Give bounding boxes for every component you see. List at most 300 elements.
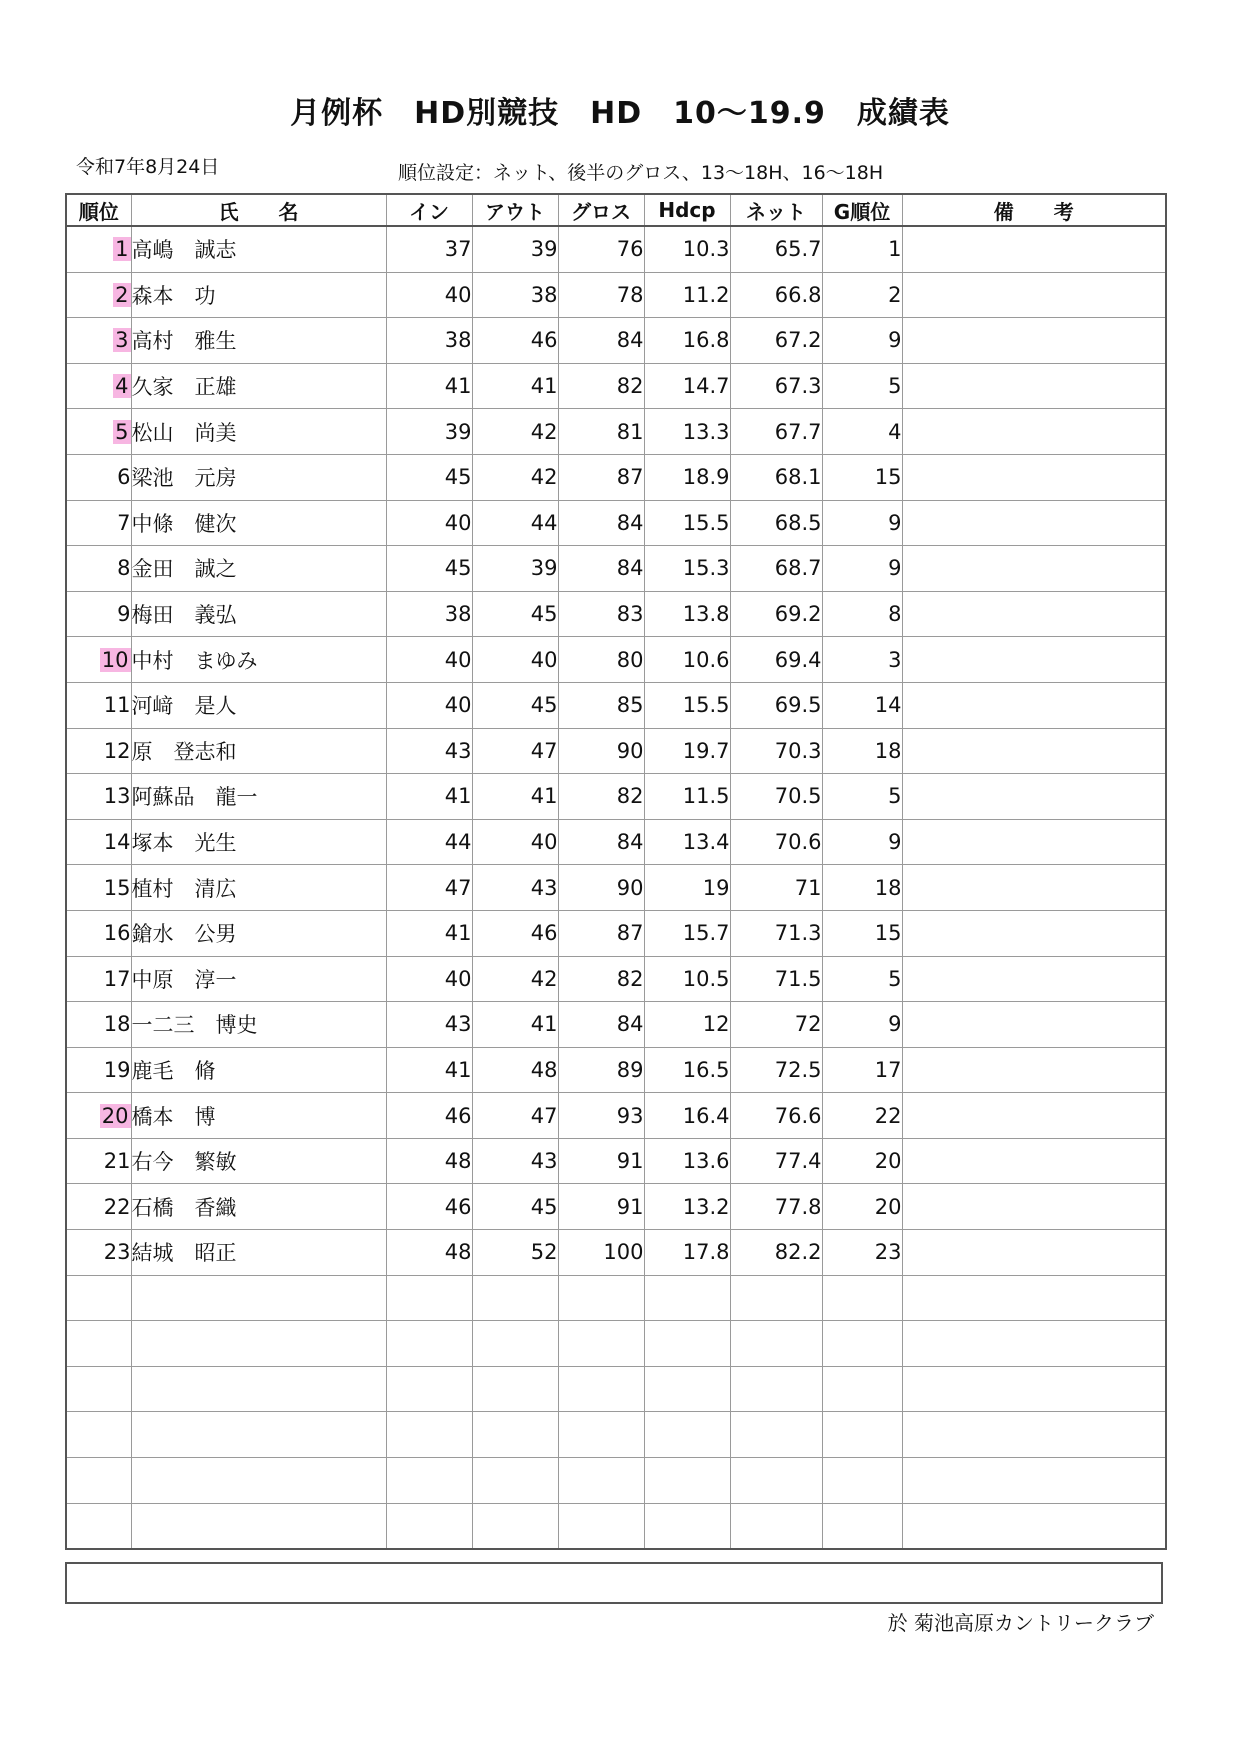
player-name: 中原 淳一 bbox=[131, 956, 386, 1002]
net-cell: 68.7 bbox=[730, 546, 822, 592]
g-rank-cell: 18 bbox=[822, 728, 902, 774]
gross-cell: 91 bbox=[558, 1184, 644, 1230]
rank-value: 17 bbox=[103, 966, 131, 991]
player-name: 金田 誠之 bbox=[131, 546, 386, 592]
hdcp-cell: 19 bbox=[644, 865, 730, 911]
empty-cell bbox=[386, 1503, 472, 1549]
net-cell: 76.6 bbox=[730, 1093, 822, 1139]
player-name: 原 登志和 bbox=[131, 728, 386, 774]
hdcp-cell: 13.4 bbox=[644, 819, 730, 865]
gross-cell: 87 bbox=[558, 454, 644, 500]
hdcp-cell: 15.5 bbox=[644, 682, 730, 728]
in-cell: 47 bbox=[386, 865, 472, 911]
hdcp-cell: 16.8 bbox=[644, 318, 730, 364]
in-cell: 44 bbox=[386, 819, 472, 865]
remarks-cell bbox=[902, 1184, 1166, 1230]
results-table bbox=[65, 193, 1167, 1550]
gross-cell: 82 bbox=[558, 774, 644, 820]
empty-cell bbox=[131, 1503, 386, 1549]
table-row bbox=[66, 1093, 1166, 1139]
out-cell: 45 bbox=[472, 1184, 558, 1230]
empty-cell bbox=[472, 1412, 558, 1458]
out-cell: 43 bbox=[472, 865, 558, 911]
empty-cell bbox=[730, 1321, 822, 1367]
date-label: 令和7年8月24日 bbox=[76, 156, 220, 178]
out-cell: 46 bbox=[472, 318, 558, 364]
venue-label: 於 菊池高原カントリークラブ bbox=[887, 1611, 1154, 1635]
remarks-cell bbox=[902, 637, 1166, 683]
table-row bbox=[66, 774, 1166, 820]
in-cell: 41 bbox=[386, 774, 472, 820]
g-rank-cell: 9 bbox=[822, 318, 902, 364]
empty-cell bbox=[730, 1366, 822, 1412]
empty-cell bbox=[822, 1366, 902, 1412]
g-rank-cell: 17 bbox=[822, 1047, 902, 1093]
empty-cell bbox=[66, 1321, 131, 1367]
empty-cell bbox=[644, 1366, 730, 1412]
rank-cell bbox=[66, 774, 131, 820]
empty-cell bbox=[558, 1275, 644, 1321]
player-name: 鹿毛 脩 bbox=[131, 1047, 386, 1093]
gross-cell: 81 bbox=[558, 409, 644, 455]
rank-value: 1 bbox=[115, 237, 129, 262]
g-rank-cell: 4 bbox=[822, 409, 902, 455]
empty-cell bbox=[558, 1321, 644, 1367]
empty-cell bbox=[902, 1275, 1166, 1321]
rank-value: 15 bbox=[103, 875, 131, 900]
gross-cell: 91 bbox=[558, 1138, 644, 1184]
out-cell: 47 bbox=[472, 728, 558, 774]
in-cell: 38 bbox=[386, 318, 472, 364]
gross-cell: 84 bbox=[558, 1002, 644, 1048]
player-name: 高嶋 誠志 bbox=[131, 226, 386, 272]
player-name: 一二三 博史 bbox=[131, 1002, 386, 1048]
player-name: 結城 昭正 bbox=[131, 1230, 386, 1276]
player-name: 石橋 香織 bbox=[131, 1184, 386, 1230]
remarks-cell bbox=[902, 409, 1166, 455]
empty-cell bbox=[558, 1366, 644, 1412]
net-cell: 72 bbox=[730, 1002, 822, 1048]
net-cell: 69.5 bbox=[730, 682, 822, 728]
table-row bbox=[66, 637, 1166, 683]
in-cell: 43 bbox=[386, 728, 472, 774]
rank-cell bbox=[66, 728, 131, 774]
gross-cell: 82 bbox=[558, 363, 644, 409]
empty-cell bbox=[386, 1458, 472, 1504]
empty-cell bbox=[822, 1275, 902, 1321]
net-cell: 67.3 bbox=[730, 363, 822, 409]
rank-cell bbox=[66, 819, 131, 865]
header-rank: 順位 bbox=[66, 194, 131, 226]
rank-cell bbox=[66, 910, 131, 956]
in-cell: 40 bbox=[386, 682, 472, 728]
header-gross: グロス bbox=[558, 194, 644, 226]
empty-cell bbox=[822, 1412, 902, 1458]
remarks-cell bbox=[902, 956, 1166, 1002]
in-cell: 45 bbox=[386, 454, 472, 500]
out-cell: 42 bbox=[472, 409, 558, 455]
rank-cell bbox=[66, 1093, 131, 1139]
out-cell: 43 bbox=[472, 1138, 558, 1184]
player-name: 松山 尚美 bbox=[131, 409, 386, 455]
remarks-cell bbox=[902, 774, 1166, 820]
out-cell: 44 bbox=[472, 500, 558, 546]
rank-cell bbox=[66, 865, 131, 911]
empty-cell bbox=[730, 1275, 822, 1321]
rank-value: 9 bbox=[117, 602, 131, 627]
hdcp-cell: 16.4 bbox=[644, 1093, 730, 1139]
player-name: 橋本 博 bbox=[131, 1093, 386, 1139]
table-row bbox=[66, 1047, 1166, 1093]
hdcp-cell: 10.3 bbox=[644, 226, 730, 272]
hdcp-cell: 13.6 bbox=[644, 1138, 730, 1184]
rank-value: 10 bbox=[101, 647, 129, 672]
net-cell: 67.2 bbox=[730, 318, 822, 364]
empty-row bbox=[66, 1366, 1166, 1412]
hdcp-cell: 10.6 bbox=[644, 637, 730, 683]
rank-value: 5 bbox=[115, 419, 129, 444]
empty-cell bbox=[902, 1458, 1166, 1504]
out-cell: 38 bbox=[472, 272, 558, 318]
rank-cell bbox=[66, 454, 131, 500]
hdcp-cell: 13.3 bbox=[644, 409, 730, 455]
table-row bbox=[66, 454, 1166, 500]
out-cell: 41 bbox=[472, 1002, 558, 1048]
empty-cell bbox=[558, 1412, 644, 1458]
empty-cell bbox=[386, 1412, 472, 1458]
net-cell: 71.3 bbox=[730, 910, 822, 956]
hdcp-cell: 11.5 bbox=[644, 774, 730, 820]
rank-cell bbox=[66, 1002, 131, 1048]
rank-cell bbox=[66, 500, 131, 546]
results-body bbox=[66, 226, 1166, 1549]
net-cell: 70.5 bbox=[730, 774, 822, 820]
rank-value: 19 bbox=[103, 1057, 131, 1082]
remarks-cell bbox=[902, 910, 1166, 956]
empty-cell bbox=[822, 1321, 902, 1367]
g-rank-cell: 9 bbox=[822, 819, 902, 865]
rank-cell bbox=[66, 363, 131, 409]
hdcp-cell: 11.2 bbox=[644, 272, 730, 318]
table-row bbox=[66, 682, 1166, 728]
remarks-cell bbox=[902, 865, 1166, 911]
table-row bbox=[66, 728, 1166, 774]
out-cell: 46 bbox=[472, 910, 558, 956]
remarks-cell bbox=[902, 1230, 1166, 1276]
empty-cell bbox=[472, 1503, 558, 1549]
rank-cell bbox=[66, 1230, 131, 1276]
rank-value: 4 bbox=[115, 374, 129, 399]
empty-cell bbox=[472, 1458, 558, 1504]
in-cell: 46 bbox=[386, 1093, 472, 1139]
net-cell: 69.4 bbox=[730, 637, 822, 683]
gross-cell: 84 bbox=[558, 500, 644, 546]
in-cell: 40 bbox=[386, 956, 472, 1002]
empty-cell bbox=[644, 1275, 730, 1321]
rank-value: 21 bbox=[103, 1149, 131, 1174]
gross-cell: 85 bbox=[558, 682, 644, 728]
g-rank-cell: 9 bbox=[822, 500, 902, 546]
net-cell: 70.6 bbox=[730, 819, 822, 865]
empty-cell bbox=[66, 1275, 131, 1321]
gross-cell: 90 bbox=[558, 728, 644, 774]
in-cell: 41 bbox=[386, 363, 472, 409]
net-cell: 68.5 bbox=[730, 500, 822, 546]
rank-cell bbox=[66, 1138, 131, 1184]
g-rank-cell: 5 bbox=[822, 774, 902, 820]
hdcp-cell: 14.7 bbox=[644, 363, 730, 409]
in-cell: 37 bbox=[386, 226, 472, 272]
remarks-cell bbox=[902, 819, 1166, 865]
page-title: 月例杯 HD別競技 HD 10～19.9 成績表 bbox=[290, 96, 950, 131]
rank-value: 20 bbox=[101, 1103, 129, 1128]
empty-cell bbox=[902, 1366, 1166, 1412]
player-name: 森本 功 bbox=[131, 272, 386, 318]
header-remarks: 備 考 bbox=[902, 194, 1166, 226]
empty-cell bbox=[902, 1321, 1166, 1367]
empty-row bbox=[66, 1275, 1166, 1321]
empty-cell bbox=[644, 1503, 730, 1549]
hdcp-cell: 16.5 bbox=[644, 1047, 730, 1093]
rank-cell bbox=[66, 637, 131, 683]
empty-row bbox=[66, 1458, 1166, 1504]
header-row bbox=[66, 194, 1166, 226]
empty-row bbox=[66, 1321, 1166, 1367]
ranking-rule-label: 順位設定：ネット、後半のグロス、13～18H、16～18H bbox=[398, 162, 884, 184]
rank-value: 22 bbox=[103, 1194, 131, 1219]
hdcp-cell: 10.5 bbox=[644, 956, 730, 1002]
in-cell: 38 bbox=[386, 591, 472, 637]
gross-cell: 80 bbox=[558, 637, 644, 683]
table-row bbox=[66, 226, 1166, 272]
net-cell: 65.7 bbox=[730, 226, 822, 272]
in-cell: 41 bbox=[386, 910, 472, 956]
hdcp-cell: 19.7 bbox=[644, 728, 730, 774]
empty-cell bbox=[730, 1503, 822, 1549]
net-cell: 77.8 bbox=[730, 1184, 822, 1230]
empty-cell bbox=[472, 1321, 558, 1367]
header-out: アウト bbox=[472, 194, 558, 226]
table-row bbox=[66, 363, 1166, 409]
g-rank-cell: 20 bbox=[822, 1184, 902, 1230]
gross-cell: 76 bbox=[558, 226, 644, 272]
g-rank-cell: 20 bbox=[822, 1138, 902, 1184]
in-cell: 45 bbox=[386, 546, 472, 592]
player-name: 久家 正雄 bbox=[131, 363, 386, 409]
rank-value: 12 bbox=[103, 738, 131, 763]
g-rank-cell: 15 bbox=[822, 454, 902, 500]
empty-cell bbox=[822, 1458, 902, 1504]
player-name: 梁池 元房 bbox=[131, 454, 386, 500]
gross-cell: 84 bbox=[558, 546, 644, 592]
empty-cell bbox=[730, 1412, 822, 1458]
player-name: 高村 雅生 bbox=[131, 318, 386, 364]
net-cell: 82.2 bbox=[730, 1230, 822, 1276]
remarks-cell bbox=[902, 454, 1166, 500]
table-row bbox=[66, 591, 1166, 637]
player-name: 梅田 義弘 bbox=[131, 591, 386, 637]
gross-cell: 90 bbox=[558, 865, 644, 911]
empty-row bbox=[66, 1412, 1166, 1458]
rank-value: 13 bbox=[103, 784, 131, 809]
player-name: 右今 繁敏 bbox=[131, 1138, 386, 1184]
rank-value: 6 bbox=[117, 465, 131, 490]
in-cell: 43 bbox=[386, 1002, 472, 1048]
net-cell: 71 bbox=[730, 865, 822, 911]
in-cell: 48 bbox=[386, 1138, 472, 1184]
empty-cell bbox=[131, 1458, 386, 1504]
in-cell: 40 bbox=[386, 500, 472, 546]
in-cell: 40 bbox=[386, 272, 472, 318]
gross-cell: 89 bbox=[558, 1047, 644, 1093]
table-row bbox=[66, 1002, 1166, 1048]
remarks-cell bbox=[902, 226, 1166, 272]
table-row bbox=[66, 819, 1166, 865]
header-name: 氏 名 bbox=[131, 194, 386, 226]
empty-cell bbox=[131, 1412, 386, 1458]
g-rank-cell: 14 bbox=[822, 682, 902, 728]
remarks-cell bbox=[902, 682, 1166, 728]
remarks-cell bbox=[902, 1047, 1166, 1093]
rank-cell bbox=[66, 591, 131, 637]
empty-cell bbox=[902, 1412, 1166, 1458]
empty-cell bbox=[644, 1412, 730, 1458]
rank-cell bbox=[66, 956, 131, 1002]
empty-cell bbox=[66, 1366, 131, 1412]
table-row bbox=[66, 500, 1166, 546]
player-name: 中條 健次 bbox=[131, 500, 386, 546]
rank-value: 7 bbox=[117, 510, 131, 535]
gross-cell: 87 bbox=[558, 910, 644, 956]
g-rank-cell: 1 bbox=[822, 226, 902, 272]
g-rank-cell: 9 bbox=[822, 546, 902, 592]
net-cell: 72.5 bbox=[730, 1047, 822, 1093]
g-rank-cell: 18 bbox=[822, 865, 902, 911]
net-cell: 70.3 bbox=[730, 728, 822, 774]
table-row bbox=[66, 1184, 1166, 1230]
empty-cell bbox=[822, 1503, 902, 1549]
out-cell: 47 bbox=[472, 1093, 558, 1139]
hdcp-cell: 15.3 bbox=[644, 546, 730, 592]
empty-cell bbox=[644, 1458, 730, 1504]
table-row bbox=[66, 409, 1166, 455]
empty-cell bbox=[66, 1503, 131, 1549]
table-row bbox=[66, 546, 1166, 592]
header-in: イン bbox=[386, 194, 472, 226]
g-rank-cell: 2 bbox=[822, 272, 902, 318]
empty-cell bbox=[472, 1275, 558, 1321]
gross-cell: 83 bbox=[558, 591, 644, 637]
table-row bbox=[66, 1230, 1166, 1276]
empty-cell bbox=[386, 1366, 472, 1412]
gross-cell: 82 bbox=[558, 956, 644, 1002]
g-rank-cell: 15 bbox=[822, 910, 902, 956]
out-cell: 42 bbox=[472, 956, 558, 1002]
empty-cell bbox=[66, 1412, 131, 1458]
remarks-box bbox=[65, 1562, 1163, 1604]
rank-cell bbox=[66, 546, 131, 592]
rank-value: 23 bbox=[103, 1240, 131, 1265]
g-rank-cell: 5 bbox=[822, 363, 902, 409]
rank-cell bbox=[66, 272, 131, 318]
header-hdcp: Hdcp bbox=[644, 194, 730, 226]
out-cell: 40 bbox=[472, 819, 558, 865]
net-cell: 67.7 bbox=[730, 409, 822, 455]
player-name: 阿蘇品 龍一 bbox=[131, 774, 386, 820]
player-name: 鎗水 公男 bbox=[131, 910, 386, 956]
table-row bbox=[66, 910, 1166, 956]
empty-cell bbox=[558, 1458, 644, 1504]
in-cell: 46 bbox=[386, 1184, 472, 1230]
g-rank-cell: 8 bbox=[822, 591, 902, 637]
empty-cell bbox=[558, 1503, 644, 1549]
remarks-cell bbox=[902, 272, 1166, 318]
in-cell: 48 bbox=[386, 1230, 472, 1276]
table-row bbox=[66, 318, 1166, 364]
remarks-cell bbox=[902, 1138, 1166, 1184]
remarks-cell bbox=[902, 318, 1166, 364]
rank-cell bbox=[66, 318, 131, 364]
player-name: 植村 清広 bbox=[131, 865, 386, 911]
empty-row bbox=[66, 1503, 1166, 1549]
net-cell: 77.4 bbox=[730, 1138, 822, 1184]
out-cell: 52 bbox=[472, 1230, 558, 1276]
empty-cell bbox=[131, 1275, 386, 1321]
gross-cell: 93 bbox=[558, 1093, 644, 1139]
table-row bbox=[66, 956, 1166, 1002]
header-net: ネット bbox=[730, 194, 822, 226]
rank-cell bbox=[66, 1184, 131, 1230]
player-name: 中村 まゆみ bbox=[131, 637, 386, 683]
empty-cell bbox=[386, 1321, 472, 1367]
empty-cell bbox=[902, 1503, 1166, 1549]
hdcp-cell: 12 bbox=[644, 1002, 730, 1048]
empty-cell bbox=[131, 1321, 386, 1367]
out-cell: 39 bbox=[472, 546, 558, 592]
empty-cell bbox=[66, 1458, 131, 1504]
rank-cell bbox=[66, 682, 131, 728]
empty-cell bbox=[386, 1275, 472, 1321]
out-cell: 40 bbox=[472, 637, 558, 683]
empty-cell bbox=[730, 1458, 822, 1504]
gross-cell: 78 bbox=[558, 272, 644, 318]
empty-cell bbox=[472, 1366, 558, 1412]
gross-cell: 84 bbox=[558, 819, 644, 865]
rank-value: 18 bbox=[103, 1012, 131, 1037]
remarks-cell bbox=[902, 728, 1166, 774]
hdcp-cell: 18.9 bbox=[644, 454, 730, 500]
rank-value: 3 bbox=[115, 328, 129, 353]
rank-cell bbox=[66, 1047, 131, 1093]
hdcp-cell: 13.2 bbox=[644, 1184, 730, 1230]
out-cell: 42 bbox=[472, 454, 558, 500]
empty-cell bbox=[131, 1366, 386, 1412]
g-rank-cell: 22 bbox=[822, 1093, 902, 1139]
remarks-cell bbox=[902, 500, 1166, 546]
rank-value: 14 bbox=[103, 830, 131, 855]
rank-value: 2 bbox=[115, 282, 129, 307]
out-cell: 41 bbox=[472, 774, 558, 820]
hdcp-cell: 17.8 bbox=[644, 1230, 730, 1276]
header-g-rank: G順位 bbox=[822, 194, 902, 226]
remarks-cell bbox=[902, 363, 1166, 409]
out-cell: 45 bbox=[472, 682, 558, 728]
hdcp-cell: 15.5 bbox=[644, 500, 730, 546]
empty-cell bbox=[644, 1321, 730, 1367]
rank-value: 16 bbox=[103, 921, 131, 946]
net-cell: 66.8 bbox=[730, 272, 822, 318]
remarks-cell bbox=[902, 1093, 1166, 1139]
